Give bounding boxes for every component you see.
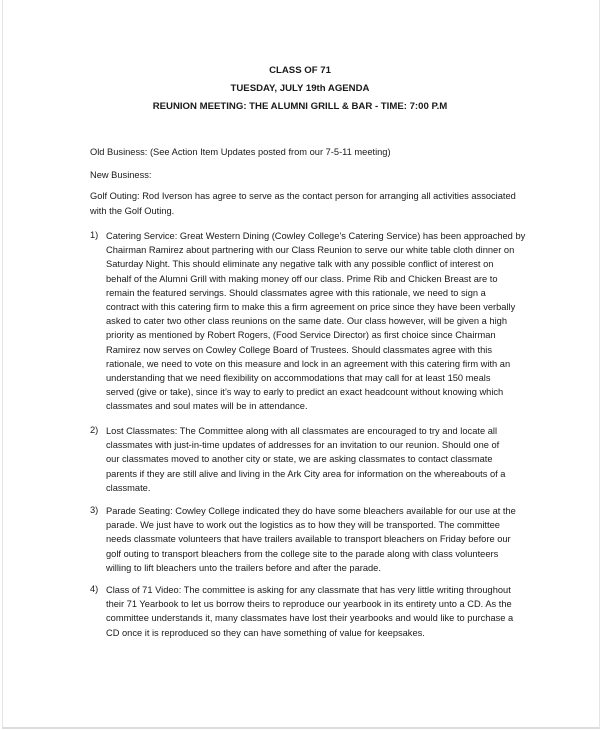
item-text-line: remain the featured servings. Should classmates agree with this rationale, we need to sign a: [106, 287, 486, 298]
title-class: CLASS OF 71: [269, 65, 331, 76]
item-text-line: contract with this catering firm to make this a firm agreement on price since they have been verbally: [106, 302, 516, 313]
item-text-line: Ramirez now serves on Cowley College Board of Trustees. Should classmates agree with this: [106, 344, 492, 355]
item-text-line: Parade Seating: Cowley College indicated they do have some bleachers available for our use at the: [106, 506, 516, 516]
item-text-line: Saturday Night. This should eliminate any negative talk with any possible conflict of interest on: [106, 259, 494, 270]
item-text-line: rationale, we need to vote on this measure and lock in an agreement with this catering firm with an: [106, 358, 511, 369]
item-body: [106, 583, 513, 640]
item-text-line: committee understands it, many classmates have lost their yearbooks and would like to purchase a: [106, 613, 514, 624]
item-text-line: our classmates moved to another city or state, we are asking classmates to contact classmate: [106, 454, 493, 465]
item-text-line: Catering Service: Great Western Dining (Cowley College’s Catering Service) has been approached by: [106, 231, 526, 241]
item-text-line: asked to cater two other class reunions on the same date. Our class however, will be given a high: [106, 316, 508, 327]
item-text-line: parade. We just have to work out the logistics as to how they will be transported. The committee: [106, 520, 500, 531]
item-text-line: willing to lift bleachers unto the trailers before and after the parade.: [106, 562, 381, 573]
old-business: Old Business: (See Action Item Updates posted from our 7-5-11 meeting): [90, 147, 391, 157]
item-text-line: classmates and soul mates will be in attendance.: [106, 401, 308, 412]
item-text-line: behalf of the Alumni Grill with making money off our class. Prime Rib and Chicken Breast are to: [106, 273, 498, 284]
item-text-line: Class of 71 Video: The committee is asking for any classmate that has very little writing throughout: [106, 585, 511, 595]
item-body: [106, 424, 505, 495]
item-number: 2): [90, 425, 99, 435]
item-text-line: Chairman Ramirez about partnering with our Class Reunion to serve our white table cloth dinner on: [106, 245, 515, 256]
new-business-heading: New Business:: [90, 170, 152, 180]
item-body: [106, 229, 525, 414]
item-text-line: understanding that we need flexibility on accommodations that may call for at least 150 meals: [106, 373, 491, 384]
item-text-line: CD once it is reproduced so they can have something of value for keepsakes.: [106, 627, 425, 638]
item-text-line: their 71 Yearbook to let us borrow theirs to reproduce our yearbook in its entirety unto a CD. As the: [106, 599, 512, 610]
golf-outing-line-1: Golf Outing: Rod Iverson has agree to serve as the contact person for arranging all activities associated: [90, 191, 516, 201]
title-date: TUESDAY, JULY 19th AGENDA: [230, 83, 370, 94]
item-text-line: needs classmate volunteers that have trailers available to transport bleachers on Friday before our: [106, 534, 511, 545]
item-text-line: classmates with just-in-time updates of addresses for an invitation to our reunion. Should one of: [106, 440, 500, 451]
item-text-line: Lost Classmates: The Committee along with all classmates are encouraged to try and locate all: [106, 426, 498, 436]
item-number: 1): [90, 230, 99, 240]
item-text-line: served (give or take), since it’s way to early to predict an exact headcount without knowing which: [106, 387, 504, 398]
item-number: 3): [90, 505, 99, 515]
item-text-line: classmate.: [106, 482, 151, 493]
item-body: [106, 504, 516, 575]
title-meeting: REUNION MEETING: THE ALUMNI GRILL & BAR - TIME: 7:00 P.M: [152, 101, 448, 112]
golf-outing-line-2: with the Golf Outing.: [90, 206, 175, 216]
item-number: 4): [90, 584, 99, 594]
item-text-line: parents if they are still alive and living in the Ark City area for information on the whereabouts of a: [106, 468, 506, 479]
item-text-line: golf outing to transport bleachers from the college site to the parade along with class volunteers: [106, 548, 499, 559]
item-text-line: priority as mentioned by Robert Rogers, (Food Service Director) as first choice since Chairman: [106, 330, 496, 341]
